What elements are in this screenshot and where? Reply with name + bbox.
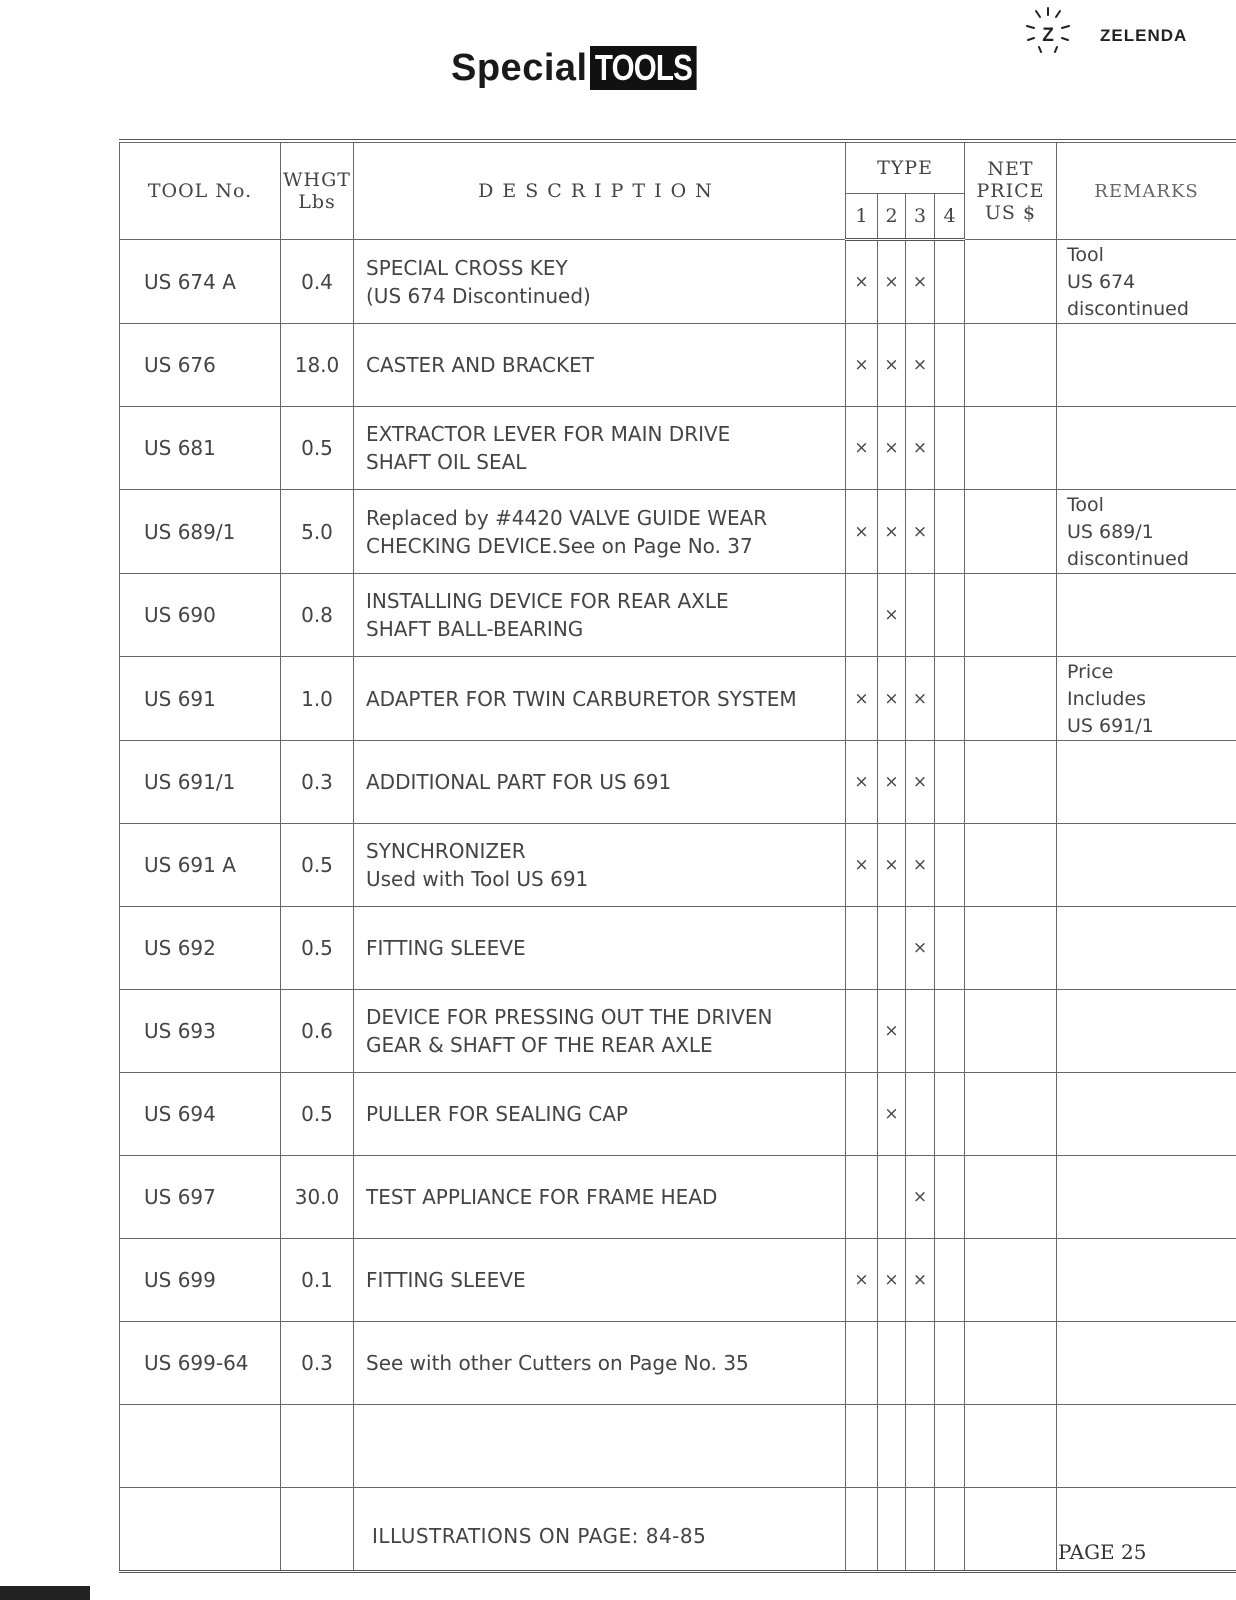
weight-cell: 0.8 [281, 574, 354, 657]
description-cell [354, 407, 846, 490]
type-4-mark [935, 490, 965, 574]
page-title [451, 44, 720, 92]
net-price-cell [965, 407, 1057, 490]
description-line-1: ADDITIONAL PART FOR US 691 [366, 770, 672, 794]
tool-number-cell: US 691/1 [120, 741, 281, 824]
net-price-cell [965, 824, 1057, 907]
type-1-mark [846, 574, 878, 657]
type-1-mark: × [846, 490, 878, 574]
brand-header [1022, 6, 1212, 58]
type-3-mark [906, 574, 935, 657]
remarks-cell [1057, 1073, 1236, 1156]
type-4-mark [935, 657, 965, 741]
net-price-cell [965, 324, 1057, 407]
table-row [120, 1322, 1236, 1405]
header-type-1: 1 [846, 194, 878, 240]
description-line-1: FITTING SLEEVE [366, 1268, 526, 1292]
header-tool-no: TOOL No. [120, 143, 281, 240]
header-whgt: WHGT [283, 169, 351, 191]
type-1-mark: × [846, 324, 878, 407]
tools-table [119, 142, 1236, 1573]
description-line-1: CASTER AND BRACKET [366, 353, 594, 377]
remarks-cell [1057, 1239, 1236, 1322]
type-3-mark: × [906, 824, 935, 907]
table-body [120, 240, 1236, 1572]
header-description: DESCRIPTION [354, 143, 846, 240]
remarks-cell [1057, 240, 1236, 324]
tools-table-wrapper [119, 142, 1236, 1573]
type-2-mark: × [878, 1073, 906, 1156]
type-4-mark [935, 240, 965, 324]
type-3-mark: × [906, 240, 935, 324]
weight-cell: 0.3 [281, 741, 354, 824]
title-special: Special [451, 46, 588, 89]
remarks-line: Includes [1067, 688, 1147, 710]
description-line-2: Used with Tool US 691 [366, 867, 589, 891]
remarks-line: Tool [1067, 494, 1104, 516]
weight-cell: 0.5 [281, 824, 354, 907]
type-4-mark [935, 407, 965, 490]
type-3-mark: × [906, 741, 935, 824]
weight-cell: 0.5 [281, 407, 354, 490]
description-line-1: PULLER FOR SEALING CAP [366, 1102, 628, 1126]
net-price-cell [965, 657, 1057, 741]
header-net: NET [987, 158, 1034, 180]
tool-number-cell: US 692 [120, 907, 281, 990]
type-4-mark [935, 1156, 965, 1239]
type-2-mark: × [878, 574, 906, 657]
svg-text:Z: Z [1042, 25, 1054, 46]
tool-number-cell [120, 1405, 281, 1488]
type-1-mark [846, 1156, 878, 1239]
type-1-mark [846, 1488, 878, 1572]
remarks-line: US 674 [1067, 271, 1136, 293]
net-price-cell [965, 741, 1057, 824]
type-3-mark [906, 1322, 935, 1405]
description-line-1: TEST APPLIANCE FOR FRAME HEAD [366, 1185, 718, 1209]
weight-cell: 1.0 [281, 657, 354, 741]
remarks-cell [1057, 741, 1236, 824]
description-line-1: INSTALLING DEVICE FOR REAR AXLE [366, 589, 729, 613]
type-4-mark [935, 990, 965, 1073]
description-cell [354, 1322, 846, 1405]
remarks-line: discontinued [1067, 298, 1189, 320]
tool-number-cell [120, 1488, 281, 1572]
type-4-mark [935, 1239, 965, 1322]
weight-cell [281, 1405, 354, 1488]
type-3-mark: × [906, 657, 935, 741]
net-price-cell [965, 1405, 1057, 1488]
description-cell [354, 1156, 846, 1239]
header-type-4: 4 [935, 194, 965, 240]
weight-cell: 0.3 [281, 1322, 354, 1405]
type-2-mark: × [878, 1239, 906, 1322]
type-1-mark: × [846, 407, 878, 490]
type-3-mark [906, 990, 935, 1073]
description-line-2: GEAR & SHAFT OF THE REAR AXLE [366, 1033, 713, 1057]
type-2-mark [878, 1322, 906, 1405]
type-2-mark: × [878, 741, 906, 824]
type-4-mark [935, 1073, 965, 1156]
type-1-mark: × [846, 824, 878, 907]
weight-cell: 0.1 [281, 1239, 354, 1322]
type-3-mark [906, 1488, 935, 1572]
type-2-mark [878, 1488, 906, 1572]
type-1-mark [846, 1322, 878, 1405]
weight-cell: 0.6 [281, 990, 354, 1073]
tool-number-cell: US 674 A [120, 240, 281, 324]
description-cell [354, 324, 846, 407]
remarks-cell [1057, 657, 1236, 741]
table-row [120, 657, 1236, 741]
type-2-mark: × [878, 240, 906, 324]
table-row [120, 990, 1236, 1073]
type-3-mark: × [906, 1156, 935, 1239]
table-row [120, 1405, 1236, 1488]
tool-number-cell: US 681 [120, 407, 281, 490]
remarks-line: discontinued [1067, 548, 1189, 570]
net-price-cell [965, 1156, 1057, 1239]
header-net-price [965, 143, 1057, 240]
description-cell [354, 741, 846, 824]
weight-cell: 30.0 [281, 1156, 354, 1239]
description-line-2: CHECKING DEVICE.See on Page No. 37 [366, 533, 753, 558]
weight-cell: 5.0 [281, 490, 354, 574]
illustrations-note: ILLUSTRATIONS ON PAGE: 84-85 [372, 1524, 707, 1548]
zelenda-logo-icon [1022, 6, 1074, 58]
net-price-cell [965, 1073, 1057, 1156]
description-line-1: See with other Cutters on Page No. 35 [366, 1351, 749, 1375]
header-currency: US $ [984, 202, 1037, 224]
type-3-mark: × [906, 324, 935, 407]
description-line-1: Replaced by #4420 VALVE GUIDE WEAR [366, 505, 768, 530]
description-line-2: (US 674 Discontinued) [366, 283, 591, 308]
table-row [120, 324, 1236, 407]
type-4-mark [935, 574, 965, 657]
table-row [120, 1156, 1236, 1239]
weight-cell: 18.0 [281, 324, 354, 407]
net-price-cell [965, 1488, 1057, 1572]
type-2-mark: × [878, 407, 906, 490]
tool-number-cell: US 676 [120, 324, 281, 407]
weight-cell: 0.4 [281, 240, 354, 324]
description-cell [354, 1073, 846, 1156]
type-1-mark: × [846, 1239, 878, 1322]
description-line-1: SYNCHRONIZER [366, 839, 526, 863]
type-1-mark: × [846, 240, 878, 324]
description-line-1: SPECIAL CROSS KEY [366, 255, 568, 280]
type-2-mark: × [878, 490, 906, 574]
tool-number-cell: US 699 [120, 1239, 281, 1322]
tool-number-cell: US 699-64 [120, 1322, 281, 1405]
type-2-mark: × [878, 990, 906, 1073]
header-lbs: Lbs [298, 191, 336, 213]
net-price-cell [965, 574, 1057, 657]
type-1-mark: × [846, 657, 878, 741]
table-row [120, 407, 1236, 490]
header-weight [281, 143, 354, 240]
remarks-cell [1057, 1156, 1236, 1239]
type-2-mark [878, 1156, 906, 1239]
page-number: PAGE 25 [1058, 1540, 1147, 1564]
table-row [120, 490, 1236, 574]
type-4-mark [935, 907, 965, 990]
weight-cell [281, 1488, 354, 1572]
type-2-mark: × [878, 824, 906, 907]
type-1-mark [846, 907, 878, 990]
remarks-cell [1057, 324, 1236, 407]
type-2-mark [878, 907, 906, 990]
net-price-cell [965, 1322, 1057, 1405]
net-price-cell [965, 990, 1057, 1073]
brand-name: ZELENDA [1100, 26, 1188, 45]
type-1-mark [846, 1405, 878, 1488]
description-cell [354, 824, 846, 907]
type-3-mark: × [906, 407, 935, 490]
type-4-mark [935, 1488, 965, 1572]
header-price: PRICE [976, 180, 1045, 202]
net-price-cell [965, 490, 1057, 574]
description-cell [354, 574, 846, 657]
type-3-mark: × [906, 490, 935, 574]
type-2-mark: × [878, 657, 906, 741]
net-price-cell [965, 1239, 1057, 1322]
table-row [120, 907, 1236, 990]
description-cell [354, 990, 846, 1073]
tool-number-cell: US 689/1 [120, 490, 281, 574]
type-2-mark [878, 1405, 906, 1488]
remarks-line: Tool [1067, 244, 1104, 266]
type-3-mark: × [906, 907, 935, 990]
remarks-cell [1057, 407, 1236, 490]
type-3-mark [906, 1405, 935, 1488]
header-type-2: 2 [878, 194, 906, 240]
type-3-mark: × [906, 1239, 935, 1322]
remarks-cell [1057, 990, 1236, 1073]
tool-number-cell: US 697 [120, 1156, 281, 1239]
tool-number-cell: US 694 [120, 1073, 281, 1156]
tool-number-cell: US 693 [120, 990, 281, 1073]
type-1-mark [846, 990, 878, 1073]
type-4-mark [935, 324, 965, 407]
table-row [120, 1239, 1236, 1322]
remarks-cell [1057, 490, 1236, 574]
type-4-mark [935, 741, 965, 824]
description-line-1: FITTING SLEEVE [366, 936, 526, 960]
table-row [120, 574, 1236, 657]
description-cell [354, 490, 846, 574]
remarks-cell [1057, 1322, 1236, 1405]
description-line-2: SHAFT BALL-BEARING [366, 617, 584, 641]
header-type: TYPE [846, 143, 965, 194]
type-4-mark [935, 1322, 965, 1405]
description-cell [354, 657, 846, 741]
description-cell [354, 1239, 846, 1322]
description-cell [354, 1405, 846, 1488]
tool-number-cell: US 690 [120, 574, 281, 657]
tool-number-cell: US 691 [120, 657, 281, 741]
net-price-cell [965, 907, 1057, 990]
table-row [120, 240, 1236, 324]
description-line-2: SHAFT OIL SEAL [366, 450, 527, 474]
header-remarks: REMARKS [1057, 143, 1236, 240]
remarks-cell [1057, 574, 1236, 657]
type-2-mark: × [878, 324, 906, 407]
header-type-3: 3 [906, 194, 935, 240]
description-line-1: EXTRACTOR LEVER FOR MAIN DRIVE [366, 422, 731, 446]
table-top-rule [119, 139, 1236, 140]
table-row [120, 741, 1236, 824]
remarks-cell [1057, 1405, 1236, 1488]
scan-edge [0, 1586, 90, 1600]
title-tools: TOOLS [590, 46, 697, 90]
remarks-cell [1057, 824, 1236, 907]
description-line-1: ADAPTER FOR TWIN CARBURETOR SYSTEM [366, 686, 797, 711]
weight-cell: 0.5 [281, 907, 354, 990]
type-1-mark [846, 1073, 878, 1156]
table-row [120, 824, 1236, 907]
tool-number-cell: US 691 A [120, 824, 281, 907]
type-3-mark [906, 1073, 935, 1156]
description-cell [354, 907, 846, 990]
type-1-mark: × [846, 741, 878, 824]
remarks-cell [1057, 907, 1236, 990]
remarks-line: US 691/1 [1067, 715, 1154, 737]
remarks-line: US 689/1 [1067, 521, 1154, 543]
table-row [120, 1073, 1236, 1156]
description-cell [354, 240, 846, 324]
description-line-1: DEVICE FOR PRESSING OUT THE DRIVEN [366, 1005, 773, 1029]
weight-cell: 0.5 [281, 1073, 354, 1156]
type-4-mark [935, 1405, 965, 1488]
net-price-cell [965, 240, 1057, 324]
type-4-mark [935, 824, 965, 907]
remarks-line: Price [1067, 661, 1114, 683]
